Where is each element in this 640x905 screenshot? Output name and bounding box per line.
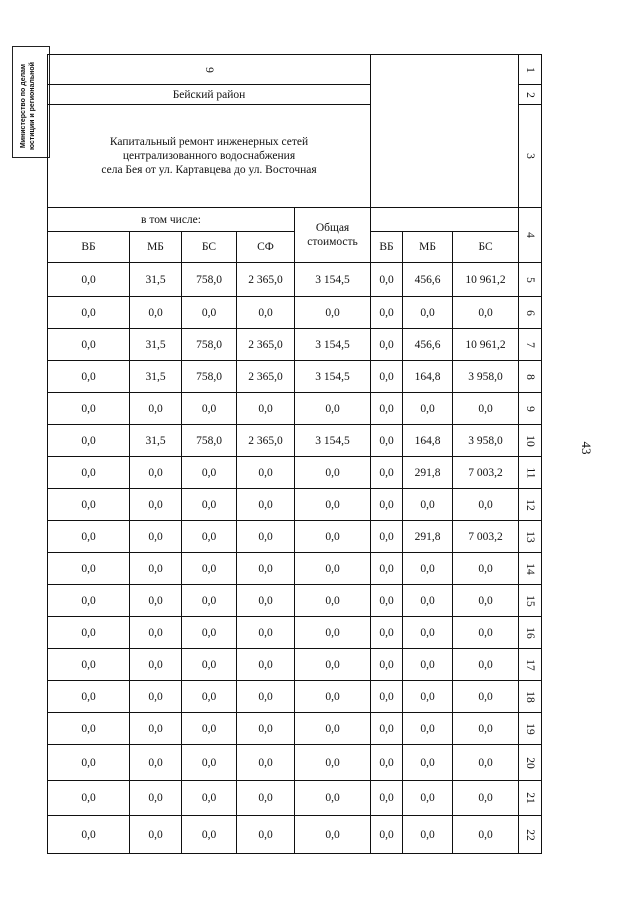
row-number: [519, 617, 542, 649]
cell-bs2: 10 961,2: [453, 329, 519, 361]
cell-vb: 0,0: [48, 263, 130, 297]
cell-sf: 0,0: [237, 649, 295, 681]
col-header-mb: МБ: [130, 232, 182, 263]
table-row: [48, 393, 542, 425]
cell-mb: 0,0: [130, 521, 182, 553]
cell-mb2: 0,0: [403, 297, 453, 329]
table-row: [48, 329, 542, 361]
row-number-label: 20: [524, 756, 537, 769]
cell-total: 0,0: [295, 681, 371, 713]
row-number: [519, 297, 542, 329]
cell-bs2: 0,0: [453, 745, 519, 781]
cell-vb2: 0,0: [371, 297, 403, 329]
including-label: в том числе:: [48, 208, 295, 232]
row-number-label: 14: [524, 562, 537, 575]
cell-bs2: 0,0: [453, 393, 519, 425]
total-cost-header: [295, 208, 371, 263]
col-header-sf: СФ: [237, 232, 295, 263]
cell-mb2: 0,0: [403, 681, 453, 713]
project-title-line-1: Капитальный ремонт инженерных сетей: [109, 136, 309, 148]
cell-bs2: 7 003,2: [453, 521, 519, 553]
cell-vb2: 0,0: [371, 713, 403, 745]
cell-total: 0,0: [295, 713, 371, 745]
cell-mb: 0,0: [130, 585, 182, 617]
table-row: [48, 617, 542, 649]
cell-bs: 0,0: [182, 457, 237, 489]
cell-total: 0,0: [295, 553, 371, 585]
cell-mb: 0,0: [130, 649, 182, 681]
cell-bs: 0,0: [182, 781, 237, 816]
cell-vb: 0,0: [48, 393, 130, 425]
cell-mb2: 0,0: [403, 617, 453, 649]
cell-total: 0,0: [295, 617, 371, 649]
cell-vb2: 0,0: [371, 816, 403, 854]
table-row: [48, 713, 542, 745]
col-header-vb: ВБ: [48, 232, 130, 263]
row-number-label: 8: [524, 373, 537, 380]
row-number-label: 11: [524, 466, 537, 479]
table-row: [48, 489, 542, 521]
cell-vb: 0,0: [48, 816, 130, 854]
cell-sf: 0,0: [237, 553, 295, 585]
cell-mb2: 291,8: [403, 457, 453, 489]
cell-bs: 0,0: [182, 297, 237, 329]
cell-vb: 0,0: [48, 617, 130, 649]
cell-vb2: 0,0: [371, 781, 403, 816]
cell-sf: 2 365,0: [237, 263, 295, 297]
total-cost-line-1: Общая: [315, 222, 350, 234]
cell-bs: 758,0: [182, 263, 237, 297]
cell-total: 0,0: [295, 649, 371, 681]
cell-bs: 758,0: [182, 425, 237, 457]
cell-sf: 2 365,0: [237, 425, 295, 457]
cell-total: 3 154,5: [295, 361, 371, 393]
row-number: [519, 489, 542, 521]
cell-mb2: 456,6: [403, 263, 453, 297]
cell-total: 0,0: [295, 457, 371, 489]
cell-sf: 0,0: [237, 393, 295, 425]
table-row: [48, 781, 542, 816]
cell-mb2: 0,0: [403, 781, 453, 816]
cell-vb: 0,0: [48, 713, 130, 745]
cell-vb: 0,0: [48, 521, 130, 553]
cell-vb2: 0,0: [371, 745, 403, 781]
cell-mb2: 0,0: [403, 393, 453, 425]
cell-bs: 0,0: [182, 745, 237, 781]
cell-bs2: 0,0: [453, 681, 519, 713]
cell-vb2: 0,0: [371, 425, 403, 457]
cell-bs: 0,0: [182, 713, 237, 745]
cell-vb: 0,0: [48, 489, 130, 521]
row-number: [519, 585, 542, 617]
cell-mb2: 164,8: [403, 361, 453, 393]
row-label-1: 1: [519, 55, 542, 85]
row-number-label: 19: [524, 722, 537, 735]
cell-bs: 0,0: [182, 617, 237, 649]
row-number: [519, 425, 542, 457]
table-row: [48, 585, 542, 617]
blank-header-cell: [371, 55, 519, 208]
cell-vb: 0,0: [48, 457, 130, 489]
cell-mb: 0,0: [130, 553, 182, 585]
cell-vb: 0,0: [48, 781, 130, 816]
cell-mb: 31,5: [130, 361, 182, 393]
project-title-line-2: централизованного водоснабжения: [122, 150, 296, 162]
cell-bs: 0,0: [182, 521, 237, 553]
row-number-label: 10: [524, 434, 537, 447]
cell-bs2: 0,0: [453, 781, 519, 816]
cell-bs: 0,0: [182, 585, 237, 617]
cell-sf: 0,0: [237, 745, 295, 781]
cell-sf: 0,0: [237, 457, 295, 489]
row-number-label: 15: [524, 594, 537, 607]
row-number-label: 7: [524, 341, 537, 348]
cell-mb: 0,0: [130, 617, 182, 649]
cell-vb2: 0,0: [371, 263, 403, 297]
cell-total: 0,0: [295, 393, 371, 425]
cell-bs2: 7 003,2: [453, 457, 519, 489]
stamp-line-1: Министерство по делам: [20, 63, 27, 149]
cell-total: 0,0: [295, 781, 371, 816]
cell-sf: 0,0: [237, 617, 295, 649]
project-title-line-3: села Бея от ул. Картавцева до ул. Восточная: [101, 164, 317, 176]
row-number: [519, 521, 542, 553]
cell-vb2: 0,0: [371, 617, 403, 649]
cell-vb: 0,0: [48, 329, 130, 361]
cell-mb2: 164,8: [403, 425, 453, 457]
cell-vb2: 0,0: [371, 553, 403, 585]
cell-vb2: 0,0: [371, 489, 403, 521]
cell-mb: 0,0: [130, 297, 182, 329]
cell-vb2: 0,0: [371, 585, 403, 617]
cell-sf: 0,0: [237, 713, 295, 745]
page-number: 43: [579, 441, 594, 455]
cell-vb: 0,0: [48, 297, 130, 329]
cell-bs: 0,0: [182, 553, 237, 585]
cell-mb: 0,0: [130, 681, 182, 713]
cell-sf: 0,0: [237, 681, 295, 713]
cell-mb2: 0,0: [403, 649, 453, 681]
cell-vb: 0,0: [48, 425, 130, 457]
cell-bs2: 0,0: [453, 553, 519, 585]
cell-bs2: 0,0: [453, 489, 519, 521]
row-number-label: 22: [524, 828, 537, 841]
cell-bs: 758,0: [182, 329, 237, 361]
row-number: [519, 361, 542, 393]
row-number-label: 13: [524, 530, 537, 543]
table-row: [48, 521, 542, 553]
cell-sf: 0,0: [237, 521, 295, 553]
cell-bs: 0,0: [182, 393, 237, 425]
column-number: 9: [203, 66, 216, 73]
row-number-label: 16: [524, 626, 537, 639]
cell-mb: 0,0: [130, 393, 182, 425]
cell-total: 0,0: [295, 816, 371, 854]
cell-vb2: 0,0: [371, 521, 403, 553]
row-number-label: 9: [524, 405, 537, 412]
row-number-label: 12: [524, 498, 537, 511]
cell-sf: 2 365,0: [237, 361, 295, 393]
cell-bs2: 0,0: [453, 649, 519, 681]
data-table: [47, 54, 542, 854]
cell-bs: 0,0: [182, 489, 237, 521]
cell-total: 3 154,5: [295, 329, 371, 361]
table-row: [48, 361, 542, 393]
cell-mb: 0,0: [130, 713, 182, 745]
row-label-4: 4: [519, 208, 542, 263]
cell-bs2: 0,0: [453, 585, 519, 617]
table-row: [48, 649, 542, 681]
cell-mb: 0,0: [130, 781, 182, 816]
row-label-3: 3: [519, 105, 542, 208]
table-row: [48, 681, 542, 713]
cell-mb: 0,0: [130, 745, 182, 781]
cell-vb2: 0,0: [371, 457, 403, 489]
cell-vb: 0,0: [48, 745, 130, 781]
cell-total: 0,0: [295, 745, 371, 781]
blank-subheader-cell: [371, 208, 519, 232]
stamp-line-2: юстиции и региональной: [29, 62, 36, 150]
table-row: [48, 745, 542, 781]
cell-mb2: 291,8: [403, 521, 453, 553]
row-number: [519, 781, 542, 816]
row-number: [519, 745, 542, 781]
cell-bs2: 10 961,2: [453, 263, 519, 297]
project-title: [48, 105, 371, 208]
table-row: [48, 425, 542, 457]
cell-mb: 0,0: [130, 489, 182, 521]
row-label-2: 2: [519, 85, 542, 105]
cell-mb2: 456,6: [403, 329, 453, 361]
district-name: Бейский район: [48, 85, 371, 105]
cell-vb: 0,0: [48, 361, 130, 393]
cell-vb2: 0,0: [371, 329, 403, 361]
col-header-mb-2: МБ: [403, 232, 453, 263]
cell-mb: 31,5: [130, 329, 182, 361]
cell-total: 3 154,5: [295, 425, 371, 457]
cell-mb2: 0,0: [403, 585, 453, 617]
col-header-bs: БС: [182, 232, 237, 263]
table-row: [48, 297, 542, 329]
cell-bs: 0,0: [182, 681, 237, 713]
cell-total: 0,0: [295, 585, 371, 617]
column-number-cell: [48, 55, 371, 85]
col-header-bs-2: БС: [453, 232, 519, 263]
cell-sf: 0,0: [237, 781, 295, 816]
cell-mb: 31,5: [130, 425, 182, 457]
table-row: [48, 816, 542, 854]
cell-bs: 758,0: [182, 361, 237, 393]
row-number-label: 5: [524, 276, 537, 283]
cell-vb: 0,0: [48, 585, 130, 617]
table-row: [48, 457, 542, 489]
cell-mb: 0,0: [130, 457, 182, 489]
cell-sf: 0,0: [237, 585, 295, 617]
cell-sf: 2 365,0: [237, 329, 295, 361]
cell-bs2: 3 958,0: [453, 361, 519, 393]
registry-stamp-text: [19, 56, 37, 156]
table-row: [48, 553, 542, 585]
row-number: [519, 553, 542, 585]
cell-mb2: 0,0: [403, 713, 453, 745]
cell-total: 0,0: [295, 297, 371, 329]
cell-vb: 0,0: [48, 649, 130, 681]
cell-total: 0,0: [295, 489, 371, 521]
row-number: [519, 713, 542, 745]
row-number: [519, 329, 542, 361]
cell-vb: 0,0: [48, 553, 130, 585]
table-row: [48, 263, 542, 297]
cell-total: 0,0: [295, 521, 371, 553]
cell-vb: 0,0: [48, 681, 130, 713]
cell-vb2: 0,0: [371, 681, 403, 713]
cell-vb2: 0,0: [371, 393, 403, 425]
row-number: [519, 457, 542, 489]
cell-mb2: 0,0: [403, 553, 453, 585]
col-header-vb-2: ВБ: [371, 232, 403, 263]
cell-bs2: 0,0: [453, 617, 519, 649]
cell-bs2: 0,0: [453, 816, 519, 854]
row-number-label: 6: [524, 309, 537, 316]
row-number: [519, 681, 542, 713]
cell-mb2: 0,0: [403, 745, 453, 781]
row-number: [519, 816, 542, 854]
cell-vb2: 0,0: [371, 649, 403, 681]
cell-mb2: 0,0: [403, 489, 453, 521]
total-cost-line-2: стоимость: [307, 236, 358, 248]
row-number-label: 17: [524, 658, 537, 671]
cell-bs2: 3 958,0: [453, 425, 519, 457]
row-number-label: 18: [524, 690, 537, 703]
cell-mb2: 0,0: [403, 816, 453, 854]
cell-bs: 0,0: [182, 816, 237, 854]
cell-sf: 0,0: [237, 489, 295, 521]
cell-sf: 0,0: [237, 297, 295, 329]
cell-bs2: 0,0: [453, 297, 519, 329]
cell-sf: 0,0: [237, 816, 295, 854]
cell-mb: 0,0: [130, 816, 182, 854]
cell-bs2: 0,0: [453, 713, 519, 745]
cell-vb2: 0,0: [371, 361, 403, 393]
cell-bs: 0,0: [182, 649, 237, 681]
cell-total: 3 154,5: [295, 263, 371, 297]
row-number: [519, 649, 542, 681]
cell-mb: 31,5: [130, 263, 182, 297]
row-number: [519, 393, 542, 425]
row-number-label: 21: [524, 792, 537, 804]
row-number: [519, 263, 542, 297]
